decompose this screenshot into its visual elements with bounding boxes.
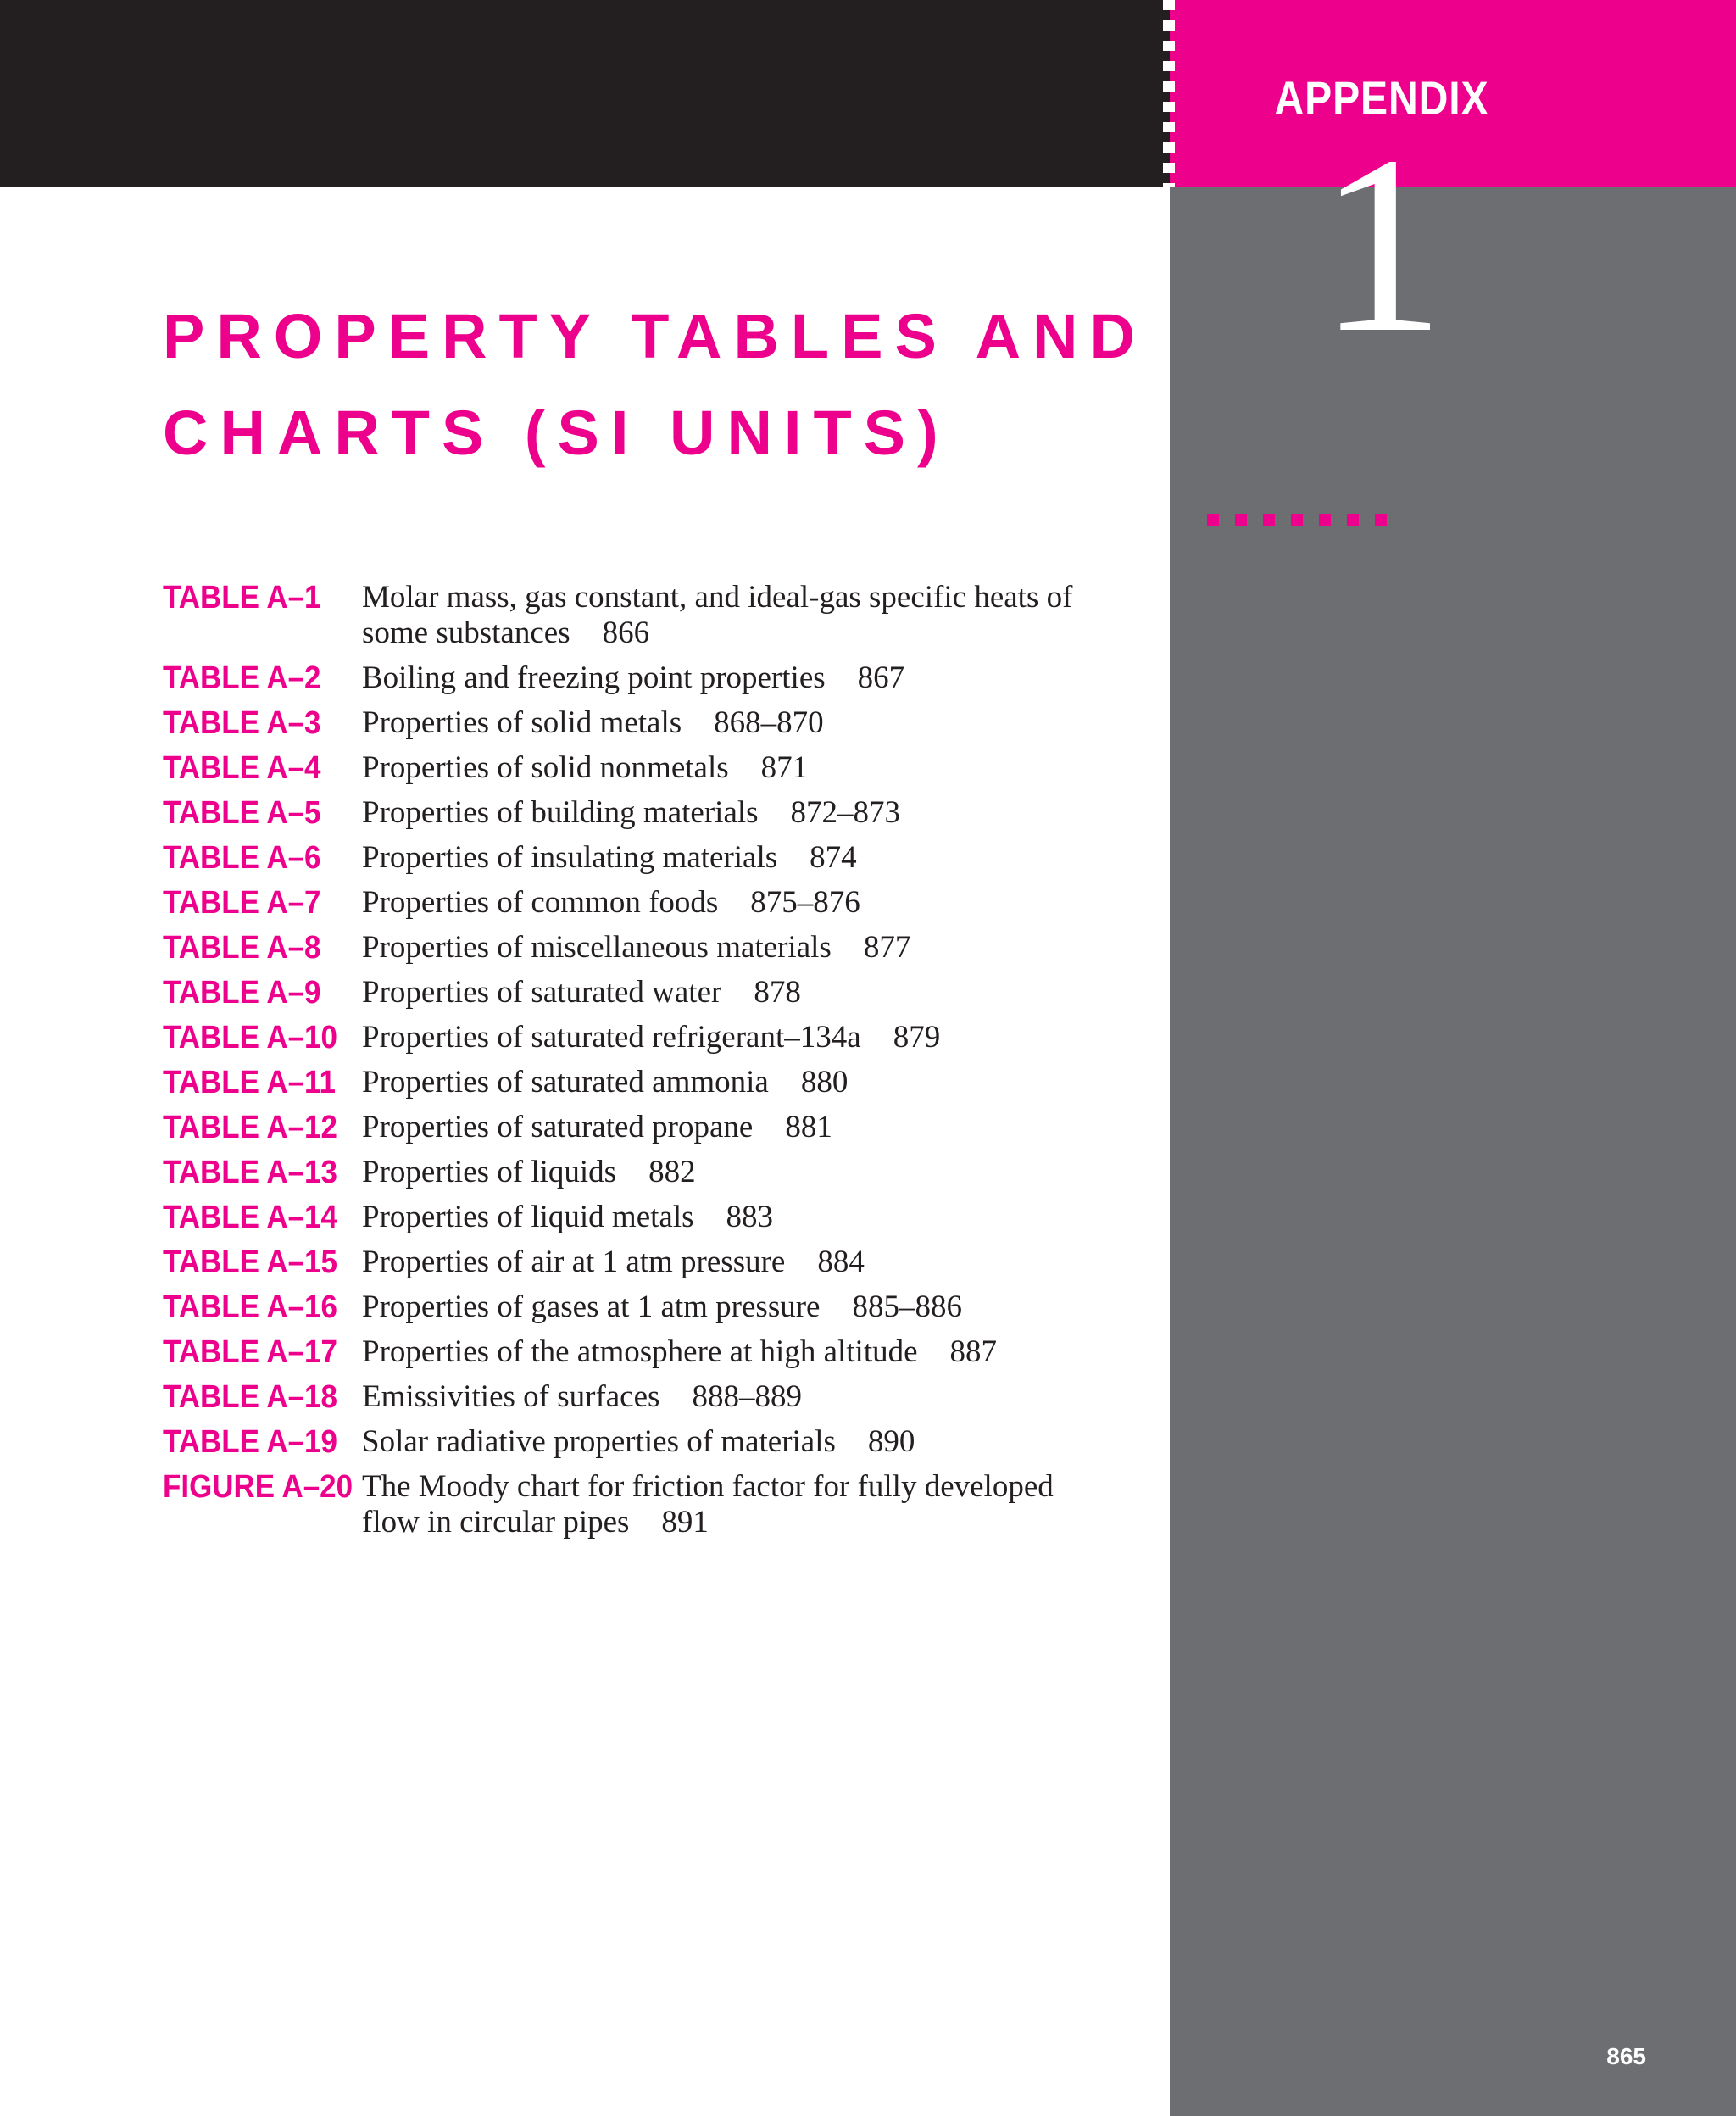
dot bbox=[1347, 514, 1359, 526]
toc-entry-page: 883 bbox=[726, 1200, 774, 1234]
toc-entry-page: 890 bbox=[867, 1424, 915, 1459]
toc-entry-page: 888–889 bbox=[692, 1379, 802, 1414]
toc-entry-label: TABLE A–15 bbox=[163, 1245, 337, 1280]
toc-entry-description bbox=[362, 1424, 1099, 1460]
toc-entry-page: 868–870 bbox=[714, 705, 824, 740]
toc-entry-text: Properties of the atmosphere at high altitude bbox=[362, 1334, 918, 1369]
toc-entry-page: 880 bbox=[800, 1065, 849, 1100]
toc-entry-page: 872–873 bbox=[790, 795, 901, 830]
page-title bbox=[163, 288, 1147, 482]
toc-entry bbox=[163, 580, 1138, 651]
toc-entry-page: 891 bbox=[661, 1505, 709, 1540]
toc-entry bbox=[163, 1379, 1138, 1415]
toc-entry-label: TABLE A–14 bbox=[163, 1200, 337, 1235]
toc-entry-label: TABLE A–19 bbox=[163, 1424, 337, 1460]
toc-entry-text: Properties of saturated water bbox=[362, 975, 722, 1010]
toc-entry-description bbox=[362, 750, 1099, 786]
toc-entry-page: 877 bbox=[863, 930, 911, 965]
dot bbox=[1319, 514, 1331, 526]
toc-entry-description bbox=[362, 840, 1099, 876]
toc-entry-page: 879 bbox=[893, 1020, 941, 1055]
gray-side-column bbox=[1170, 187, 1736, 2116]
toc-entry-label: TABLE A–12 bbox=[163, 1110, 337, 1145]
toc-entry-label: TABLE A–18 bbox=[163, 1379, 337, 1415]
toc-entry-page: 882 bbox=[648, 1155, 696, 1189]
toc-entry-description bbox=[362, 1334, 1099, 1370]
dot bbox=[1207, 514, 1219, 526]
toc-entry-page: 884 bbox=[817, 1245, 865, 1279]
toc-entry-description bbox=[362, 1200, 1099, 1235]
dot bbox=[1291, 514, 1303, 526]
toc-entry-text: Emissivities of surfaces bbox=[362, 1379, 660, 1414]
toc-entry-text: Properties of common foods bbox=[362, 885, 719, 920]
top-dark-band bbox=[0, 0, 1170, 187]
page-title-line-1: PROPERTY TABLES AND bbox=[163, 301, 1147, 371]
toc-entry-text: Properties of saturated refrigerant–134a bbox=[362, 1020, 861, 1055]
toc-entry-text: Properties of saturated ammonia bbox=[362, 1065, 769, 1100]
toc-entry-page: 881 bbox=[785, 1110, 832, 1144]
toc-entry-page: 871 bbox=[760, 750, 809, 785]
toc-entry bbox=[163, 750, 1138, 786]
toc-entry-page: 875–876 bbox=[750, 885, 860, 920]
toc-entry-label: TABLE A–16 bbox=[163, 1289, 337, 1325]
toc-entry-label: TABLE A–3 bbox=[163, 705, 321, 741]
toc-entry-description bbox=[362, 1155, 1099, 1190]
toc-entry-description bbox=[362, 975, 1099, 1011]
dot bbox=[1375, 514, 1387, 526]
toc-entry-page: 887 bbox=[949, 1334, 998, 1369]
toc-entry bbox=[163, 1155, 1138, 1190]
toc-entry-label: TABLE A–4 bbox=[163, 750, 321, 786]
toc-entry-text: Properties of gases at 1 atm pressure bbox=[362, 1289, 821, 1324]
toc-entry-description bbox=[362, 1065, 1099, 1100]
toc-entry bbox=[163, 885, 1138, 921]
toc-entry-label: FIGURE A–20 bbox=[163, 1469, 353, 1505]
dot bbox=[1235, 514, 1247, 526]
toc-entry-description bbox=[362, 660, 1099, 696]
toc-entry-page: 885–886 bbox=[852, 1289, 962, 1324]
toc-entry-label: TABLE A–2 bbox=[163, 660, 321, 696]
appendix-label: APPENDIX bbox=[1274, 71, 1489, 125]
toc-entry-page: 874 bbox=[810, 840, 857, 875]
toc-entry-label: TABLE A–11 bbox=[163, 1065, 336, 1100]
toc-entry-text: Molar mass, gas constant, and ideal-gas specific heats of some substances bbox=[362, 580, 1073, 650]
toc-entry-text: Properties of miscellaneous materials bbox=[362, 930, 832, 965]
toc-entry bbox=[163, 840, 1138, 876]
toc-entry-text: Properties of solid metals bbox=[362, 705, 682, 740]
toc-entry-description bbox=[362, 885, 1099, 921]
page-title-line-2: CHARTS (SI UNITS) bbox=[163, 398, 950, 468]
dot bbox=[1263, 514, 1275, 526]
page-number: 865 bbox=[1606, 2043, 1646, 2069]
toc-entry-label: TABLE A–1 bbox=[163, 580, 321, 615]
toc-entry bbox=[163, 1289, 1138, 1325]
toc-entry-page: 866 bbox=[602, 615, 650, 650]
toc-entry bbox=[163, 1020, 1138, 1055]
toc-entry-description bbox=[362, 1469, 1099, 1540]
toc-entry-label: TABLE A–5 bbox=[163, 795, 321, 831]
toc-entry bbox=[163, 1424, 1138, 1460]
toc-entry-label: TABLE A–7 bbox=[163, 885, 321, 921]
toc-entry bbox=[163, 930, 1138, 966]
toc-entry bbox=[163, 1065, 1138, 1100]
toc-entry-label: TABLE A–8 bbox=[163, 930, 321, 966]
toc-entry bbox=[163, 1245, 1138, 1280]
toc-entry-description bbox=[362, 1289, 1099, 1325]
decorative-dot-row bbox=[1207, 514, 1387, 526]
toc-entry-text: Solar radiative properties of materials bbox=[362, 1424, 836, 1459]
toc-entry-label: TABLE A–17 bbox=[163, 1334, 337, 1370]
toc-entry-text: Properties of air at 1 atm pressure bbox=[362, 1245, 786, 1279]
toc-entry-description bbox=[362, 580, 1099, 651]
toc-entry-text: Properties of liquids bbox=[362, 1155, 617, 1189]
toc-entry-text: Properties of saturated propane bbox=[362, 1110, 754, 1144]
toc-entry-description bbox=[362, 1245, 1099, 1280]
toc-entry-description bbox=[362, 705, 1099, 741]
toc-entry-label: TABLE A–9 bbox=[163, 975, 321, 1011]
toc-entry bbox=[163, 975, 1138, 1011]
toc-entry-page: 878 bbox=[754, 975, 801, 1010]
toc-entry bbox=[163, 660, 1138, 696]
toc-entry-page: 867 bbox=[857, 660, 905, 695]
toc-entry-text: Properties of solid nonmetals bbox=[362, 750, 729, 785]
toc-entry bbox=[163, 795, 1138, 831]
toc-entry-description bbox=[362, 930, 1099, 966]
toc-entry bbox=[163, 1200, 1138, 1235]
toc-entry-text: Properties of liquid metals bbox=[362, 1200, 694, 1234]
toc-entry-text: Boiling and freezing point properties bbox=[362, 660, 826, 695]
toc-entry-label: TABLE A–13 bbox=[163, 1155, 337, 1190]
appendix-number: 1 bbox=[1318, 103, 1445, 385]
toc-entry-description bbox=[362, 1110, 1099, 1145]
toc-entry-text: Properties of building materials bbox=[362, 795, 759, 830]
toc-entry-label: TABLE A–6 bbox=[163, 840, 321, 876]
toc-entry-text: The Moody chart for friction factor for fully developed flow in circular pipes bbox=[362, 1469, 1054, 1540]
toc-entry-label: TABLE A–10 bbox=[163, 1020, 337, 1055]
toc-entry-text: Properties of insulating materials bbox=[362, 840, 778, 875]
toc-entry bbox=[163, 1110, 1138, 1145]
toc-entry bbox=[163, 705, 1138, 741]
table-of-contents bbox=[163, 580, 1138, 1550]
toc-entry bbox=[163, 1469, 1138, 1540]
toc-entry bbox=[163, 1334, 1138, 1370]
toc-entry-description bbox=[362, 1020, 1099, 1055]
toc-entry-description bbox=[362, 795, 1099, 831]
toc-entry-description bbox=[362, 1379, 1099, 1415]
